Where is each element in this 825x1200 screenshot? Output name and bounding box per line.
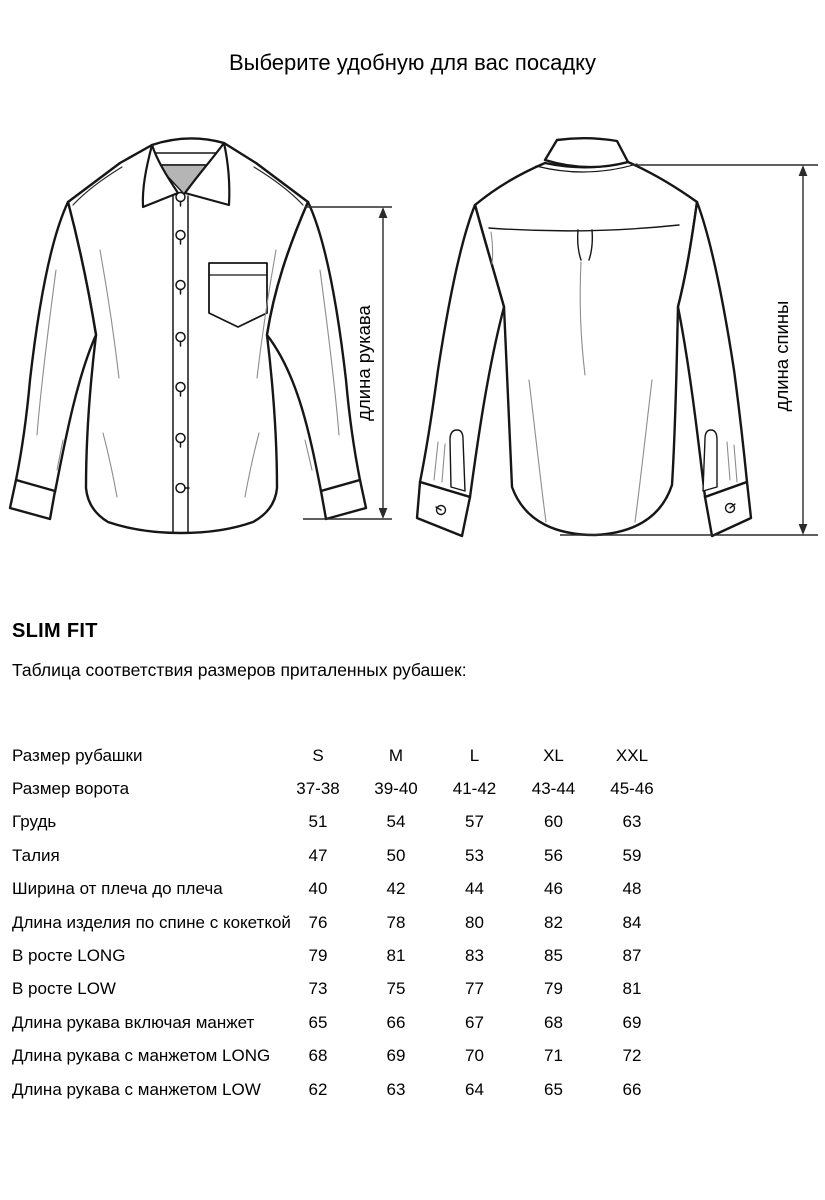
size-value: 37-38 <box>296 779 340 799</box>
size-value: 85 <box>544 946 563 966</box>
size-column-header: M <box>388 745 404 765</box>
size-value: 57 <box>465 812 484 832</box>
back-length-label: длина спины <box>771 300 792 412</box>
size-value: 68 <box>308 1046 328 1066</box>
size-value: 54 <box>386 812 406 832</box>
size-value: 53 <box>465 845 484 865</box>
size-value: 64 <box>465 1079 484 1099</box>
size-value: 79 <box>308 946 328 966</box>
size-value: 45-46 <box>610 779 654 799</box>
size-value: 43-44 <box>531 779 576 799</box>
size-row-label: Ширина от плеча до плеча <box>12 879 223 899</box>
size-value: 81 <box>386 946 406 966</box>
shirt-diagrams <box>0 130 825 560</box>
size-value: 73 <box>308 979 328 999</box>
arrow-up-icon <box>799 165 808 176</box>
size-value: 63 <box>622 812 642 832</box>
size-table-row <box>12 873 671 906</box>
size-value: 72 <box>622 1046 642 1066</box>
size-table <box>12 739 671 1106</box>
size-value: 70 <box>465 1046 484 1066</box>
size-value: 39-40 <box>374 779 418 799</box>
size-value: 56 <box>544 845 563 865</box>
arrow-up-icon <box>379 207 388 218</box>
size-value: 67 <box>465 1012 484 1032</box>
size-value: 46 <box>544 879 563 899</box>
size-value: 79 <box>544 979 563 999</box>
sleeve-length-label: длина рукава <box>353 305 374 421</box>
size-value: 65 <box>308 1012 328 1032</box>
shirt-back-drawing <box>417 138 751 536</box>
size-value: 68 <box>544 1012 563 1032</box>
size-value: 66 <box>622 1079 642 1099</box>
size-table-row <box>12 973 671 1006</box>
size-table-row <box>12 806 671 839</box>
size-value: 44 <box>465 879 484 899</box>
size-value: 81 <box>622 979 642 999</box>
size-value: 51 <box>308 812 328 832</box>
back-body <box>475 162 697 535</box>
size-value: 80 <box>465 912 484 932</box>
size-table-row <box>12 906 671 939</box>
size-table-row <box>12 839 671 872</box>
table-subtitle: Таблица соответствия размеров приталенных рубашек: <box>12 660 467 680</box>
size-row-label: Длина рукава с манжетом LONG <box>12 1046 271 1066</box>
size-row-label: Размер рубашки <box>12 745 143 765</box>
size-row-label: Талия <box>12 845 60 865</box>
size-row-label: Размер ворота <box>12 779 130 799</box>
size-table-row <box>12 1073 671 1106</box>
back-left-sleeve-placket <box>450 430 465 491</box>
size-value: 76 <box>308 912 328 932</box>
size-value: 77 <box>465 979 484 999</box>
size-value: 47 <box>308 845 328 865</box>
size-value: 60 <box>544 812 563 832</box>
size-value: 71 <box>544 1046 563 1066</box>
size-value: 66 <box>386 1012 406 1032</box>
size-table-row <box>12 939 671 972</box>
size-value: 87 <box>622 946 642 966</box>
size-value: 63 <box>386 1079 406 1099</box>
size-row-label: Длина изделия по спине с кокеткой <box>12 912 291 932</box>
size-value: 42 <box>386 879 406 899</box>
size-row-label: В росте LOW <box>12 979 116 999</box>
page-title: Выберите удобную для вас посадку <box>228 50 597 75</box>
size-value: 65 <box>544 1079 563 1099</box>
size-table-row <box>12 772 671 805</box>
size-value: 82 <box>544 912 563 932</box>
size-value: 69 <box>386 1046 406 1066</box>
shirt-front-drawing <box>10 138 366 533</box>
arrow-down-icon <box>799 524 808 535</box>
back-collar <box>545 138 628 167</box>
size-value: 48 <box>622 879 642 899</box>
fit-name-heading: SLIM FIT <box>12 620 98 642</box>
size-row-label: Длина рукава с манжетом LOW <box>12 1079 261 1099</box>
size-value: 75 <box>386 979 406 999</box>
size-value: 69 <box>622 1012 642 1032</box>
size-row-label: В росте LONG <box>12 946 126 966</box>
size-value: 50 <box>386 845 406 865</box>
size-column-header: S <box>312 745 324 765</box>
size-value: 40 <box>308 879 328 899</box>
size-column-header: XL <box>543 745 564 765</box>
arrow-down-icon <box>379 508 388 519</box>
size-column-header: XXL <box>615 745 649 765</box>
size-value: 41-42 <box>452 779 497 799</box>
size-table-header-row <box>12 739 671 772</box>
size-table-row <box>12 1006 671 1039</box>
size-value: 62 <box>308 1079 328 1099</box>
size-value: 78 <box>386 912 406 932</box>
size-column-header: L <box>469 745 480 765</box>
size-row-label: Грудь <box>12 812 57 832</box>
back-right-sleeve-placket <box>703 430 717 491</box>
size-value: 84 <box>622 912 642 932</box>
size-row-label: Длина рукава включая манжет <box>12 1012 255 1032</box>
size-value: 83 <box>465 946 484 966</box>
size-table-row <box>12 1040 671 1073</box>
size-value: 59 <box>622 845 642 865</box>
